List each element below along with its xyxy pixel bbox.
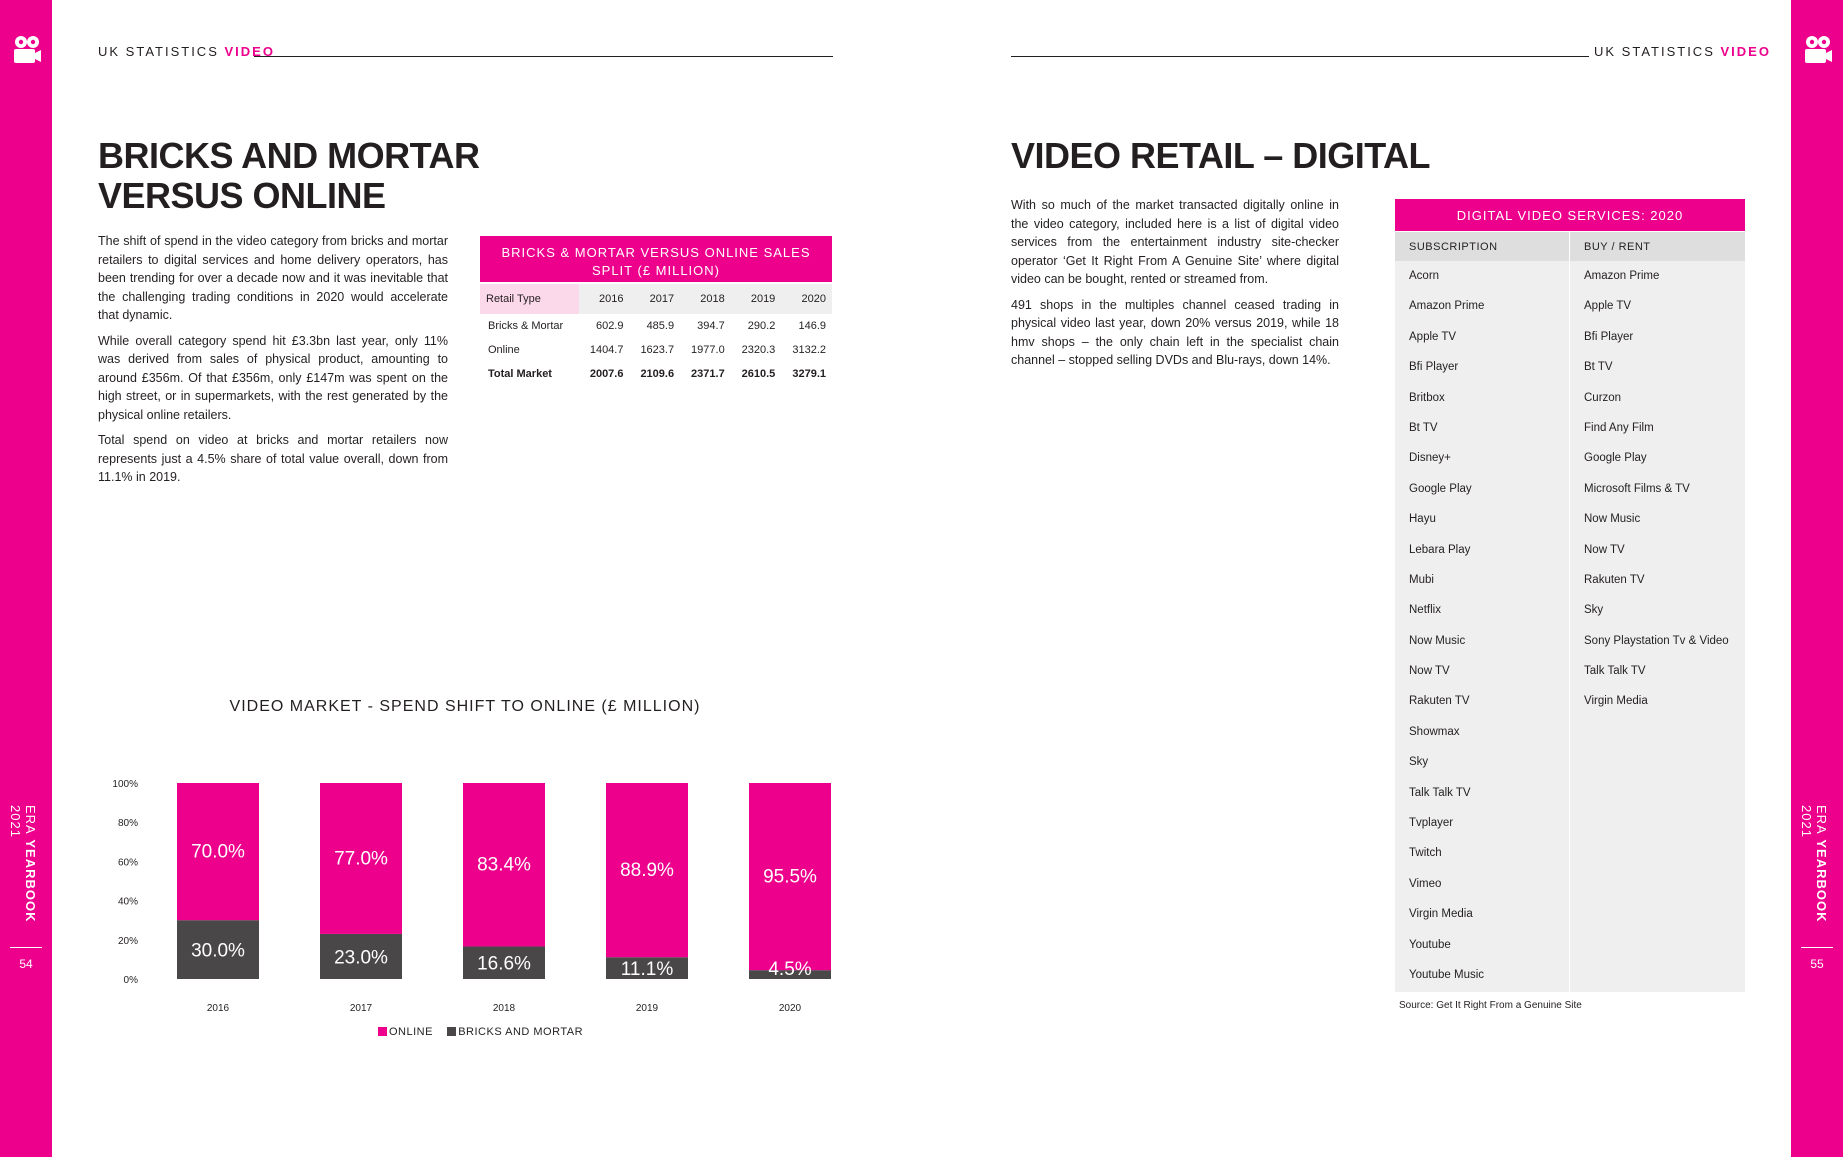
list-item: Apple TV — [1409, 330, 1457, 343]
list-item: Youtube — [1409, 938, 1451, 951]
list-item: Apple TV — [1584, 300, 1632, 313]
data-label-online: 70.0% — [191, 841, 245, 863]
table-cell: 2610.5 — [741, 368, 776, 380]
legend-swatch-bricks — [447, 1027, 456, 1036]
y-tick-label: 60% — [117, 857, 138, 869]
paragraph: While overall category spend hit £3.3bn last year, only 11% was derived from sales of physical product, amounting to around £356m. Of that £356m, only £147m was spent on the high street, or in supermarkets, with the rest generated by the physical online retailers. — [98, 333, 448, 422]
paragraph: The shift of spend in the video category from bricks and mortar retailers to digital services and home delivery operators, has been trending for over a decade now and it was inevitable that the challenging trading conditions in 2020 would accelerate that dynamic. — [98, 234, 448, 322]
list-item: Amazon Prime — [1584, 270, 1660, 282]
paragraph: With so much of the market transacted digitally online in the video category, included here is a list of digital video services from the entertainment industry site-checker operator ‘Get It Right From A Genuine Site’ where digital video can be bought, rented or streamed from. — [1011, 198, 1339, 286]
table-cell: 3279.1 — [792, 368, 826, 380]
table-cell: 2109.6 — [640, 368, 675, 380]
list-item: Youtube Music — [1409, 968, 1485, 981]
table-row — [480, 314, 832, 338]
legend-swatch-online — [378, 1027, 387, 1036]
table-cell: 146.9 — [798, 320, 826, 332]
y-tick-label: 100% — [112, 779, 138, 790]
x-tick-label: 2016 — [206, 1003, 230, 1014]
list-item: Bfi Player — [1584, 330, 1634, 343]
data-label-bricks: 4.5% — [768, 959, 812, 980]
title-line: BRICKS & MORTAR VERSUS ONLINE SALES — [501, 245, 811, 260]
page-header-left — [98, 44, 275, 59]
page-title-right: VIDEO RETAIL – DIGITAL — [1011, 135, 1431, 176]
list-item: Now Music — [1409, 634, 1466, 647]
table-cell: 2371.7 — [691, 368, 725, 380]
list-item: Virgin Media — [1409, 908, 1473, 921]
header-accent: VIDEO — [224, 44, 275, 59]
film-camera-icon — [12, 34, 42, 68]
header-rule — [254, 56, 833, 57]
y-tick-label: 40% — [117, 896, 138, 908]
sales-table-title — [480, 236, 832, 282]
list-item: Virgin Media — [1584, 695, 1648, 708]
column-header: Retail Type — [480, 284, 579, 314]
table-row-total — [480, 362, 832, 386]
paragraph: Total spend on video at bricks and mortar retailers now represents just a 4.5% share of total value overall, down from 11.1% in 2019. — [98, 433, 448, 484]
list-item: Now Music — [1584, 513, 1641, 526]
film-camera-icon — [1803, 34, 1833, 68]
digital-table-title: DIGITAL VIDEO SERVICES: 2020 — [1395, 199, 1745, 231]
table-cell: 2320.3 — [741, 344, 776, 356]
list-item: Sky — [1584, 604, 1604, 617]
list-item: Twitch — [1409, 847, 1442, 860]
subscription-column — [1395, 232, 1569, 992]
table-cell: 1623.7 — [640, 344, 675, 356]
source-note: Source: Get It Right From a Genuine Site — [1399, 1000, 1582, 1011]
x-tick-label: 2019 — [635, 1003, 659, 1014]
column-header: 2016 — [579, 284, 630, 314]
list-item: Talk Talk TV — [1409, 786, 1471, 799]
table-cell: 1404.7 — [589, 344, 624, 356]
legend-label: BRICKS AND MORTAR — [458, 1026, 584, 1038]
table-row — [480, 338, 832, 362]
list-item: Now TV — [1409, 665, 1450, 678]
page-title-left — [98, 136, 479, 216]
list-item: Showmax — [1409, 725, 1460, 738]
header-accent: VIDEO — [1720, 44, 1771, 59]
list-item: Google Play — [1584, 452, 1647, 465]
title-line: VERSUS ONLINE — [98, 175, 386, 216]
list-item: Google Play — [1409, 482, 1472, 495]
header-prefix: UK STATISTICS — [98, 44, 219, 59]
data-label-bricks: 16.6% — [477, 953, 531, 975]
list-item: Talk Talk TV — [1584, 665, 1646, 678]
data-label-bricks: 11.1% — [620, 959, 674, 981]
list-item: Mubi — [1409, 573, 1434, 586]
right-side-band — [1791, 0, 1843, 1157]
column-header: 2019 — [731, 284, 782, 314]
x-tick-label: 2017 — [349, 1003, 373, 1014]
column-header: BUY / RENT — [1570, 232, 1745, 261]
title-line: SPLIT (£ MILLION) — [591, 263, 720, 278]
buy-rent-column — [1570, 232, 1745, 992]
data-label-online: 77.0% — [334, 848, 388, 870]
list-item: Acorn — [1409, 270, 1440, 282]
list-item: Curzon — [1584, 391, 1622, 404]
data-label-online: 83.4% — [477, 854, 531, 876]
data-label-online: 95.5% — [763, 866, 817, 888]
list-item: Now TV — [1584, 543, 1625, 556]
page-number-right: 55 — [1810, 957, 1824, 971]
list-item: Find Any Film — [1584, 421, 1654, 434]
table-cell: 290.2 — [747, 320, 776, 332]
table-cell: 3132.2 — [792, 344, 826, 356]
yearbook-side-text: ERA YEARBOOK 2021 — [1799, 805, 1829, 923]
y-tick-label: 0% — [123, 975, 138, 986]
list-item: Disney+ — [1409, 452, 1451, 465]
table-cell: 602.9 — [595, 320, 624, 332]
data-label-bricks: 30.0% — [191, 940, 245, 962]
list-item: Amazon Prime — [1409, 300, 1485, 313]
column-header: 2017 — [629, 284, 680, 314]
legend-label: ONLINE — [389, 1026, 433, 1038]
list-item: Microsoft Films & TV — [1584, 482, 1690, 495]
body-text-right — [1011, 196, 1339, 377]
chart-legend — [378, 1026, 583, 1038]
table-cell: 394.7 — [697, 320, 725, 332]
sales-table — [480, 284, 832, 386]
table-cell: 2007.6 — [589, 368, 624, 380]
header-rule — [1011, 56, 1589, 57]
table-cell: Online — [488, 344, 520, 356]
table-cell: 485.9 — [646, 320, 675, 332]
y-tick-label: 20% — [117, 935, 138, 947]
data-label-online: 88.9% — [620, 860, 674, 882]
title-line: BRICKS AND MORTAR — [98, 135, 480, 176]
side-divider — [10, 947, 42, 948]
list-item: Bfi Player — [1409, 361, 1459, 374]
page-number-left: 54 — [19, 957, 33, 971]
list-item: Hayu — [1409, 513, 1436, 526]
list-item: Sky — [1409, 756, 1429, 769]
column-header: 2018 — [680, 284, 731, 314]
header-prefix: UK STATISTICS — [1594, 44, 1715, 59]
list-item: Britbox — [1409, 391, 1445, 404]
y-tick-label: 80% — [117, 818, 138, 830]
column-header: SUBSCRIPTION — [1395, 232, 1569, 261]
table-cell: Bricks & Mortar — [488, 320, 564, 332]
list-item: Tvplayer — [1409, 817, 1454, 830]
data-label-bricks: 23.0% — [334, 947, 388, 969]
list-item: Bt TV — [1409, 421, 1438, 434]
list-item: Netflix — [1409, 604, 1441, 617]
x-tick-label: 2020 — [778, 1003, 802, 1014]
list-item: Rakuten TV — [1409, 695, 1470, 708]
yearbook-side-text: ERA YEARBOOK 2021 — [8, 805, 38, 923]
x-tick-label: 2018 — [492, 1003, 516, 1014]
list-item: Bt TV — [1584, 361, 1613, 374]
side-divider — [1801, 947, 1833, 948]
column-header: 2020 — [781, 284, 832, 314]
list-item: Rakuten TV — [1584, 573, 1645, 586]
table-cell: Total Market — [488, 368, 552, 380]
list-item: Vimeo — [1409, 877, 1442, 890]
list-item: Sony Playstation Tv & Video — [1584, 634, 1729, 647]
table-cell: 1977.0 — [691, 344, 725, 356]
list-item: Lebara Play — [1409, 543, 1471, 556]
chart-title: VIDEO MARKET - SPEND SHIFT TO ONLINE (£ MILLION) — [229, 698, 701, 715]
left-side-band — [0, 0, 52, 1157]
body-text-left — [98, 232, 448, 494]
paragraph: 491 shops in the multiples channel ceased trading in physical video last year, down 20% versus 2019, while 18 hmv shops – the only chain left in the specialist chain channel – stopped selling DVDs and Blu-rays, down 14%. — [1011, 297, 1339, 367]
table-header-row — [480, 284, 832, 314]
stacked-bar-chart — [100, 760, 840, 1020]
page-header-right — [1594, 44, 1771, 59]
